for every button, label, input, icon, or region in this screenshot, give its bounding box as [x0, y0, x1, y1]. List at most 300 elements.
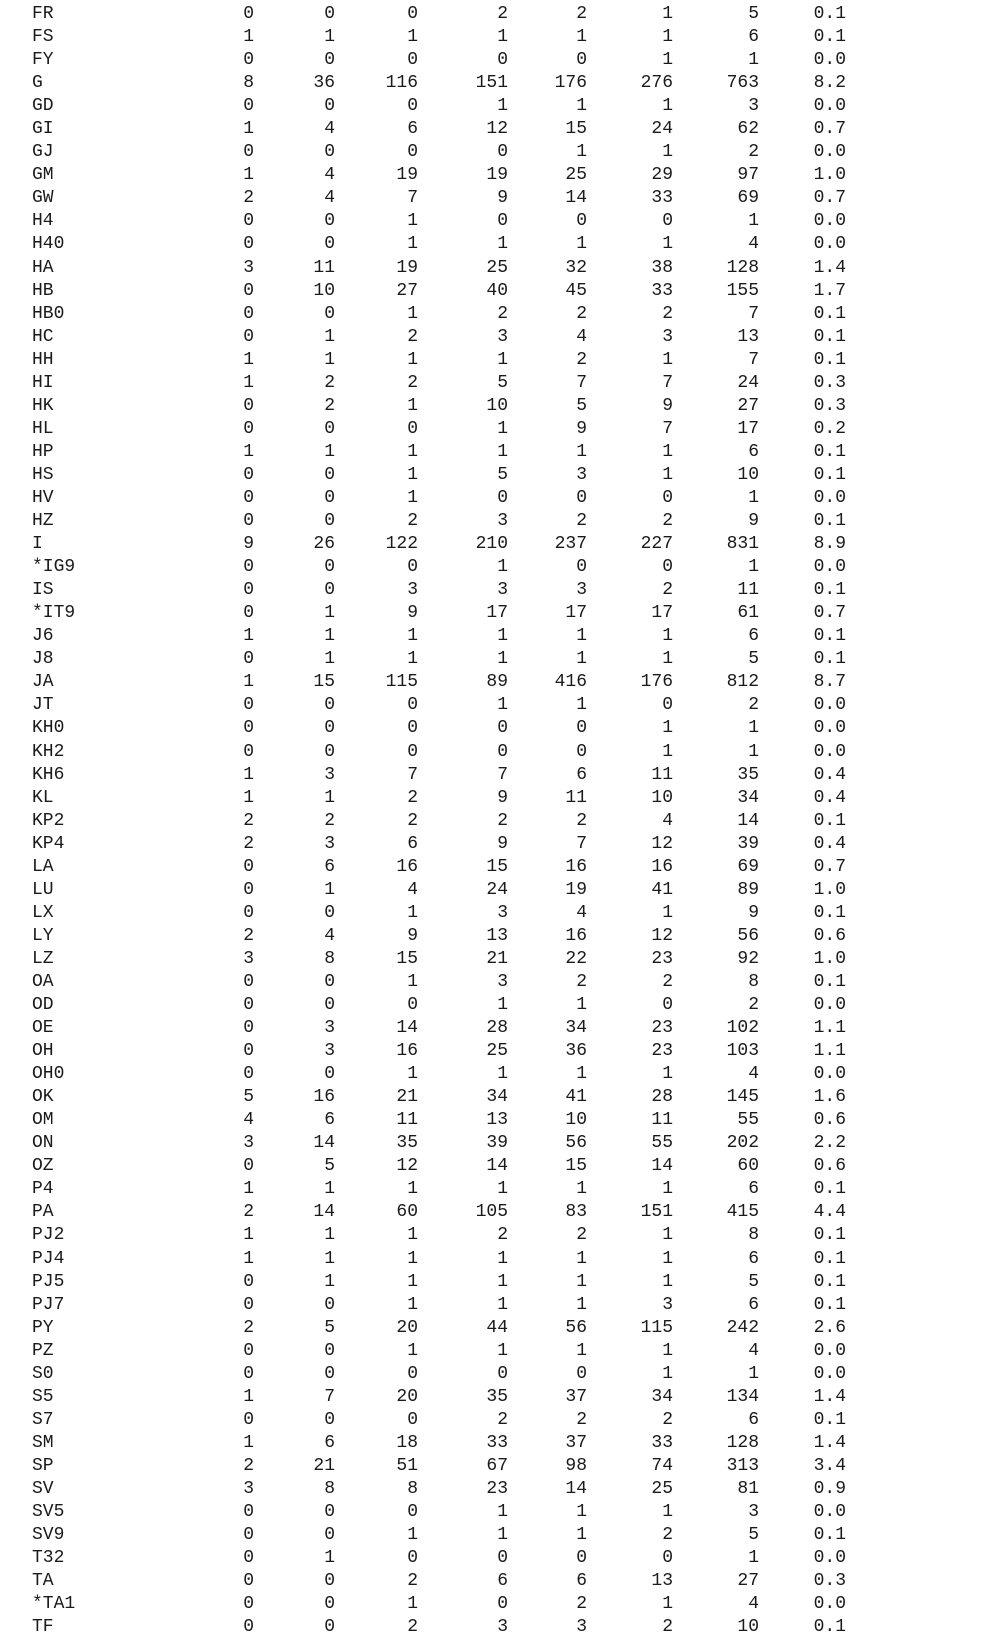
row-total-value: 1: [748, 487, 759, 508]
table-row: [0, 1570, 1000, 1593]
row-count-value: 0: [324, 1594, 335, 1615]
row-count-value: 4: [243, 1110, 254, 1131]
row-count-value: 19: [486, 165, 508, 186]
row-count-value: 1: [407, 349, 418, 370]
row-count-value: 8: [243, 73, 254, 94]
table-row: [0, 1409, 1000, 1432]
row-count-value: 0: [324, 211, 335, 232]
row-count-value: 1: [497, 1525, 508, 1546]
row-count-value: 1: [576, 995, 587, 1016]
row-count-value: 1: [576, 1525, 587, 1546]
row-count-value: 2: [243, 925, 254, 946]
row-count-value: 1: [243, 787, 254, 808]
table-row: [0, 625, 1000, 648]
row-count-value: 2: [324, 810, 335, 831]
row-prefix-label: HB: [32, 280, 54, 301]
table-row: [0, 257, 1000, 280]
row-percent-value: 0.1: [813, 464, 846, 485]
table-row: [0, 994, 1000, 1017]
row-count-value: 10: [313, 280, 335, 301]
row-count-value: 1: [662, 718, 673, 739]
row-count-value: 227: [640, 534, 673, 555]
row-count-value: 1: [497, 1294, 508, 1315]
row-count-value: 1: [407, 1248, 418, 1269]
row-count-value: 1: [324, 603, 335, 624]
row-count-value: 33: [486, 1432, 508, 1453]
row-count-value: 36: [313, 73, 335, 94]
row-prefix-label: *IT9: [32, 603, 76, 624]
row-total-value: 128: [726, 257, 759, 278]
row-count-value: 0: [324, 971, 335, 992]
row-count-value: 1: [662, 902, 673, 923]
row-count-value: 33: [651, 188, 673, 209]
row-count-value: 0: [243, 649, 254, 670]
row-count-value: 1: [407, 441, 418, 462]
row-percent-value: 8.7: [813, 672, 846, 693]
table-row: [0, 141, 1000, 164]
row-count-value: 15: [565, 1156, 587, 1177]
row-prefix-label: TA: [32, 1571, 54, 1592]
row-count-value: 1: [407, 1594, 418, 1615]
row-count-value: 0: [324, 1340, 335, 1361]
row-count-value: 6: [407, 119, 418, 140]
row-percent-value: 0.0: [813, 1502, 846, 1523]
table-row: [0, 1340, 1000, 1363]
row-count-value: 1: [407, 211, 418, 232]
row-count-value: 0: [662, 557, 673, 578]
table-row: [0, 925, 1000, 948]
row-count-value: 0: [243, 1617, 254, 1638]
row-total-value: 55: [737, 1110, 759, 1131]
row-count-value: 2: [407, 1617, 418, 1638]
row-total-value: 1: [748, 557, 759, 578]
row-prefix-label: HC: [32, 326, 54, 347]
row-total-value: 4: [748, 1064, 759, 1085]
row-count-value: 28: [486, 1018, 508, 1039]
row-prefix-label: KH6: [32, 764, 65, 785]
row-total-value: 6: [748, 1179, 759, 1200]
row-prefix-label: PJ5: [32, 1271, 65, 1292]
row-total-value: 27: [737, 1571, 759, 1592]
table-row: [0, 95, 1000, 118]
row-count-value: 7: [662, 372, 673, 393]
row-prefix-label: J6: [32, 626, 54, 647]
table-row: [0, 3, 1000, 26]
row-count-value: 19: [565, 879, 587, 900]
table-row: [0, 810, 1000, 833]
row-count-value: 1: [407, 1064, 418, 1085]
row-count-value: 9: [576, 418, 587, 439]
row-count-value: 1: [243, 349, 254, 370]
row-prefix-label: PA: [32, 1202, 54, 1223]
row-count-value: 0: [243, 1294, 254, 1315]
row-count-value: 41: [651, 879, 673, 900]
row-count-value: 0: [243, 487, 254, 508]
row-count-value: 0: [243, 1018, 254, 1039]
table-row: [0, 164, 1000, 187]
row-count-value: 5: [324, 1156, 335, 1177]
row-prefix-label: *TA1: [32, 1594, 76, 1615]
row-prefix-label: J8: [32, 649, 54, 670]
row-total-value: 13: [737, 326, 759, 347]
row-count-value: 1: [662, 1064, 673, 1085]
row-count-value: 2: [497, 1225, 508, 1246]
row-count-value: 1: [243, 372, 254, 393]
row-count-value: 5: [497, 464, 508, 485]
row-count-value: 0: [324, 464, 335, 485]
row-percent-value: 0.1: [813, 971, 846, 992]
table-row: [0, 26, 1000, 49]
row-count-value: 1: [576, 695, 587, 716]
row-total-value: 5: [748, 1525, 759, 1546]
row-count-value: 21: [486, 948, 508, 969]
row-percent-value: 0.1: [813, 1294, 846, 1315]
row-count-value: 0: [407, 418, 418, 439]
row-count-value: 1: [324, 441, 335, 462]
row-prefix-label: KL: [32, 787, 54, 808]
row-count-value: 0: [576, 741, 587, 762]
row-count-value: 2: [407, 810, 418, 831]
row-count-value: 0: [243, 1363, 254, 1384]
row-count-value: 4: [324, 119, 335, 140]
row-count-value: 0: [243, 971, 254, 992]
row-count-value: 19: [396, 165, 418, 186]
row-count-value: 0: [243, 856, 254, 877]
row-total-value: 103: [726, 1041, 759, 1062]
table-row: [0, 1432, 1000, 1455]
row-prefix-label: OZ: [32, 1156, 54, 1177]
row-count-value: 23: [651, 1041, 673, 1062]
row-percent-value: 0.1: [813, 1617, 846, 1638]
row-total-value: 415: [726, 1202, 759, 1223]
row-total-value: 9: [748, 511, 759, 532]
row-count-value: 0: [243, 464, 254, 485]
row-count-value: 2: [576, 1594, 587, 1615]
row-count-value: 7: [407, 188, 418, 209]
row-count-value: 0: [407, 1502, 418, 1523]
row-count-value: 3: [324, 1018, 335, 1039]
row-count-value: 1: [497, 441, 508, 462]
row-percent-value: 0.1: [813, 326, 846, 347]
row-count-value: 1: [243, 441, 254, 462]
row-count-value: 26: [313, 534, 335, 555]
row-count-value: 1: [407, 464, 418, 485]
row-count-value: 7: [576, 833, 587, 854]
row-count-value: 2: [243, 1202, 254, 1223]
row-count-value: 9: [497, 188, 508, 209]
row-total-value: 92: [737, 948, 759, 969]
row-count-value: 0: [497, 1548, 508, 1569]
row-total-value: 763: [726, 73, 759, 94]
row-total-value: 7: [748, 303, 759, 324]
row-count-value: 0: [576, 50, 587, 71]
row-count-value: 3: [497, 1617, 508, 1638]
row-prefix-label: PJ4: [32, 1248, 65, 1269]
row-count-value: 2: [324, 372, 335, 393]
row-count-value: 1: [407, 1525, 418, 1546]
table-row: [0, 441, 1000, 464]
row-count-value: 16: [565, 856, 587, 877]
row-count-value: 29: [651, 165, 673, 186]
table-row: [0, 671, 1000, 694]
row-count-value: 0: [407, 96, 418, 117]
row-prefix-label: T32: [32, 1548, 65, 1569]
row-count-value: 25: [651, 1479, 673, 1499]
row-count-value: 4: [324, 188, 335, 209]
row-percent-value: 0.0: [813, 718, 846, 739]
row-count-value: 0: [243, 1409, 254, 1430]
row-count-value: 3: [497, 326, 508, 347]
table-row: [0, 694, 1000, 717]
row-count-value: 1: [576, 1179, 587, 1200]
row-count-value: 3: [243, 1133, 254, 1154]
row-count-value: 6: [324, 1432, 335, 1453]
row-percent-value: 0.6: [813, 1110, 846, 1131]
row-count-value: 1: [576, 96, 587, 117]
row-count-value: 4: [662, 810, 673, 831]
row-count-value: 2: [576, 810, 587, 831]
row-percent-value: 0.6: [813, 1156, 846, 1177]
row-total-value: 61: [737, 603, 759, 624]
row-count-value: 2: [407, 1571, 418, 1592]
row-count-value: 5: [576, 395, 587, 416]
row-count-value: 6: [407, 833, 418, 854]
row-total-value: 202: [726, 1133, 759, 1154]
row-count-value: 0: [243, 211, 254, 232]
row-percent-value: 1.4: [813, 257, 846, 278]
row-total-value: 128: [726, 1432, 759, 1453]
row-count-value: 10: [565, 1110, 587, 1131]
row-count-value: 2: [662, 1617, 673, 1638]
row-count-value: 14: [313, 1133, 335, 1154]
row-prefix-label: LX: [32, 902, 54, 923]
row-count-value: 1: [324, 787, 335, 808]
row-count-value: 276: [640, 73, 673, 94]
row-count-value: 1: [243, 1248, 254, 1269]
table-row: [0, 1248, 1000, 1271]
row-count-value: 15: [565, 119, 587, 140]
table-row: [0, 741, 1000, 764]
table-row: [0, 1063, 1000, 1086]
row-count-value: 1: [662, 1248, 673, 1269]
row-count-value: 2: [497, 303, 508, 324]
row-count-value: 1: [324, 1225, 335, 1246]
row-count-value: 0: [407, 718, 418, 739]
row-count-value: 2: [497, 810, 508, 831]
row-count-value: 3: [497, 971, 508, 992]
row-count-value: 1: [576, 27, 587, 48]
row-percent-value: 8.9: [813, 534, 846, 555]
row-count-value: 7: [324, 1386, 335, 1407]
row-total-value: 5: [748, 4, 759, 24]
row-count-value: 1: [662, 96, 673, 117]
row-percent-value: 0.0: [813, 211, 846, 232]
row-count-value: 0: [243, 879, 254, 900]
row-count-value: 0: [243, 902, 254, 923]
table-row: [0, 1455, 1000, 1478]
table-row: [0, 280, 1000, 303]
row-percent-value: 0.1: [813, 349, 846, 370]
row-count-value: 0: [324, 511, 335, 532]
row-prefix-label: HA: [32, 257, 54, 278]
row-count-value: 7: [407, 764, 418, 785]
row-total-value: 831: [726, 534, 759, 555]
row-percent-value: 2.2: [813, 1133, 846, 1154]
row-percent-value: 0.1: [813, 1525, 846, 1546]
row-count-value: 0: [324, 1294, 335, 1315]
row-count-value: 35: [396, 1133, 418, 1154]
table-row: [0, 1593, 1000, 1616]
row-count-value: 2: [407, 372, 418, 393]
row-percent-value: 1.1: [813, 1018, 846, 1039]
row-prefix-label: HH: [32, 349, 54, 370]
table-row: [0, 879, 1000, 902]
row-prefix-label: HL: [32, 418, 54, 439]
row-count-value: 0: [497, 718, 508, 739]
row-count-value: 0: [324, 1571, 335, 1592]
row-percent-value: 0.3: [813, 372, 846, 393]
row-count-value: 1: [662, 1363, 673, 1384]
row-count-value: 3: [407, 580, 418, 601]
row-count-value: 0: [243, 395, 254, 416]
row-count-value: 0: [407, 557, 418, 578]
row-count-value: 1: [662, 626, 673, 647]
table-row: [0, 1317, 1000, 1340]
row-count-value: 9: [662, 395, 673, 416]
row-count-value: 1: [497, 418, 508, 439]
row-percent-value: 0.0: [813, 1340, 846, 1361]
table-row: [0, 556, 1000, 579]
row-total-value: 6: [748, 1294, 759, 1315]
row-percent-value: 2.6: [813, 1317, 846, 1338]
row-total-value: 89: [737, 879, 759, 900]
table-row: [0, 717, 1000, 740]
row-percent-value: 0.6: [813, 925, 846, 946]
row-total-value: 97: [737, 165, 759, 186]
row-count-value: 33: [651, 1432, 673, 1453]
row-percent-value: 0.0: [813, 695, 846, 716]
row-count-value: 2: [662, 1409, 673, 1430]
row-count-value: 3: [243, 1479, 254, 1499]
row-count-value: 0: [324, 1363, 335, 1384]
row-count-value: 0: [243, 511, 254, 532]
row-count-value: 37: [565, 1386, 587, 1407]
row-prefix-label: FS: [32, 27, 54, 48]
row-count-value: 5: [324, 1317, 335, 1338]
row-count-value: 16: [313, 1087, 335, 1108]
row-count-value: 1: [576, 649, 587, 670]
row-count-value: 1: [243, 165, 254, 186]
row-prefix-label: JA: [32, 672, 54, 693]
row-count-value: 6: [576, 764, 587, 785]
row-count-value: 21: [396, 1087, 418, 1108]
row-count-value: 3: [497, 580, 508, 601]
table-row: [0, 648, 1000, 671]
row-total-value: 4: [748, 234, 759, 255]
row-count-value: 237: [554, 534, 587, 555]
row-percent-value: 0.4: [813, 833, 846, 854]
row-count-value: 0: [662, 695, 673, 716]
row-count-value: 56: [565, 1133, 587, 1154]
row-prefix-label: LY: [32, 925, 54, 946]
row-count-value: 1: [407, 234, 418, 255]
row-total-value: 39: [737, 833, 759, 854]
row-count-value: 0: [407, 142, 418, 163]
row-count-value: 1: [576, 1271, 587, 1292]
row-count-value: 1: [243, 27, 254, 48]
row-count-value: 16: [651, 856, 673, 877]
table-row: [0, 602, 1000, 625]
row-count-value: 0: [243, 280, 254, 301]
table-row: [0, 464, 1000, 487]
row-percent-value: 0.7: [813, 603, 846, 624]
row-prefix-label: HK: [32, 395, 54, 416]
row-percent-value: 0.0: [813, 1594, 846, 1615]
row-count-value: 0: [243, 96, 254, 117]
row-total-value: 5: [748, 649, 759, 670]
row-count-value: 23: [651, 1018, 673, 1039]
row-prefix-label: OD: [32, 995, 54, 1016]
table-row: [0, 787, 1000, 810]
row-count-value: 176: [640, 672, 673, 693]
row-percent-value: 0.0: [813, 557, 846, 578]
row-prefix-label: P4: [32, 1179, 54, 1200]
row-count-value: 37: [565, 1432, 587, 1453]
row-total-value: 2: [748, 995, 759, 1016]
row-count-value: 1: [497, 1502, 508, 1523]
row-prefix-label: OA: [32, 971, 54, 992]
row-count-value: 25: [486, 257, 508, 278]
table-row: [0, 303, 1000, 326]
row-prefix-label: GI: [32, 119, 54, 140]
row-count-value: 0: [576, 211, 587, 232]
row-count-value: 0: [243, 1525, 254, 1546]
row-count-value: 1: [243, 1432, 254, 1453]
row-prefix-label: KH0: [32, 718, 65, 739]
table-row: [0, 1363, 1000, 1386]
row-count-value: 0: [407, 995, 418, 1016]
row-count-value: 3: [324, 1041, 335, 1062]
row-count-value: 0: [407, 1409, 418, 1430]
row-prefix-label: OM: [32, 1110, 54, 1131]
row-count-value: 1: [576, 234, 587, 255]
row-count-value: 1: [497, 27, 508, 48]
row-count-value: 11: [651, 764, 673, 785]
row-percent-value: 0.7: [813, 856, 846, 877]
row-count-value: 1: [497, 649, 508, 670]
table-row: [0, 1501, 1000, 1524]
row-prefix-label: I: [32, 534, 43, 555]
row-count-value: 0: [243, 1502, 254, 1523]
row-count-value: 0: [497, 142, 508, 163]
row-count-value: 0: [243, 303, 254, 324]
row-prefix-label: OH0: [32, 1064, 65, 1085]
table-row: [0, 902, 1000, 925]
row-count-value: 0: [662, 995, 673, 1016]
row-count-value: 15: [486, 856, 508, 877]
row-count-value: 1: [662, 50, 673, 71]
row-prefix-label: G: [32, 73, 43, 94]
row-count-value: 0: [243, 1271, 254, 1292]
row-count-value: 39: [486, 1133, 508, 1154]
row-count-value: 1: [243, 764, 254, 785]
row-total-value: 134: [726, 1386, 759, 1407]
row-count-value: 1: [662, 464, 673, 485]
row-prefix-label: FR: [32, 4, 54, 24]
row-count-value: 1: [407, 395, 418, 416]
row-total-value: 17: [737, 418, 759, 439]
row-count-value: 116: [385, 73, 418, 94]
